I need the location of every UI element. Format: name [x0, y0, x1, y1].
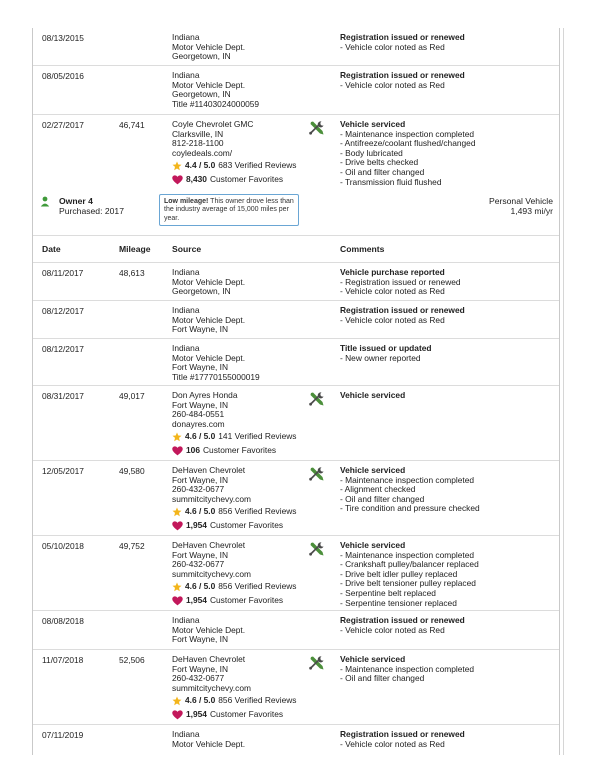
comment-title: Registration issued or renewed: [340, 70, 465, 80]
row-mileage: 52,506: [119, 655, 145, 665]
source-line: 260-432-0677: [172, 484, 225, 495]
source-line: Georgetown, IN: [172, 286, 231, 297]
table-row: [33, 650, 559, 725]
wrench-screwdriver-icon: [309, 541, 325, 557]
comment-title: Vehicle serviced: [340, 390, 406, 400]
owner-mileage-rate: 1,493 mi/yr: [510, 206, 553, 216]
star-icon: [172, 161, 182, 171]
comment-item: - Oil and filter changed: [340, 166, 425, 177]
table-row: [33, 461, 559, 536]
table-row: [33, 263, 559, 301]
row-comments: [340, 71, 555, 90]
rating-value: 4.4 / 5.0: [185, 160, 216, 171]
comment-title: Vehicle serviced: [340, 654, 406, 664]
service-icon-wrap: [309, 120, 327, 136]
comment-item: - Oil and filter changed: [340, 673, 425, 684]
source-line: Title #17770155000019: [172, 371, 260, 382]
comment-item: - Serpentine belt replaced: [340, 587, 436, 598]
source-favorites[interactable]: [172, 174, 297, 185]
verified-reviews-link[interactable]: 856 Verified Reviews: [218, 506, 297, 517]
comment-item: - New owner reported: [340, 352, 421, 363]
comment-item: - Vehicle color noted as Red: [340, 624, 445, 635]
row-date: 07/11/2019: [42, 730, 84, 740]
comment-title: Registration issued or renewed: [340, 615, 465, 625]
row-comments: [340, 33, 555, 52]
source-website-link[interactable]: summitcitychevy.com: [172, 682, 251, 693]
row-mileage: 48,613: [119, 268, 145, 278]
table-row: [33, 536, 559, 611]
heart-icon: [172, 521, 183, 531]
verified-reviews-link[interactable]: 683 Verified Reviews: [218, 160, 297, 171]
source-line: Fort Wayne, IN: [172, 399, 228, 410]
row-comments: [340, 344, 555, 363]
row-date: 08/08/2018: [42, 616, 84, 626]
source-line: Motor Vehicle Dept.: [172, 738, 246, 749]
row-source: [172, 616, 297, 645]
source-line: Clarksville, IN: [172, 128, 224, 139]
vehicle-type: Personal Vehicle: [488, 196, 553, 206]
service-icon-wrap: [309, 655, 327, 671]
person-icon: [40, 196, 50, 207]
table-row: [33, 66, 559, 115]
comment-item: - Vehicle color noted as Red: [340, 79, 445, 90]
source-rating[interactable]: [172, 431, 297, 442]
favorites-label: Customer Favorites: [209, 595, 284, 606]
row-comments: [340, 541, 555, 608]
heart-icon: [172, 710, 183, 720]
heart-icon: [172, 596, 183, 606]
row-comments: [340, 616, 555, 635]
source-website-link[interactable]: summitcitychevy.com: [172, 568, 251, 579]
source-line: Indiana: [172, 729, 200, 739]
source-line: Indiana: [172, 267, 200, 277]
source-favorites[interactable]: [172, 445, 297, 456]
column-header-date: Date: [42, 244, 61, 254]
source-rating[interactable]: [172, 695, 297, 706]
row-comments: [340, 391, 555, 401]
table-row: [33, 725, 559, 755]
source-line: Motor Vehicle Dept.: [172, 314, 246, 325]
comment-item: - Transmission fluid flushed: [340, 176, 442, 187]
heart-icon: [172, 175, 183, 185]
source-favorites[interactable]: [172, 520, 297, 531]
comment-item: - Drive belts checked: [340, 157, 419, 168]
row-mileage: 49,752: [119, 541, 145, 551]
source-favorites[interactable]: [172, 595, 297, 606]
row-source: [172, 71, 297, 109]
row-date: 08/31/2017: [42, 391, 84, 401]
comment-title: Vehicle purchase reported: [340, 267, 445, 277]
rating-value: 4.6 / 5.0: [185, 431, 216, 442]
low-mileage-text: This owner drove less than the industry average of 15,000 miles per year.: [164, 198, 294, 222]
row-date: 08/12/2017: [42, 344, 84, 354]
table-row: [33, 301, 559, 339]
row-date: 02/27/2017: [42, 120, 84, 130]
comment-item: - Vehicle color noted as Red: [340, 738, 445, 749]
row-source: [172, 344, 297, 382]
comment-item: - Alignment checked: [340, 484, 416, 495]
rating-value: 4.6 / 5.0: [185, 581, 216, 592]
favorites-count: 1,954: [186, 520, 207, 531]
table-row: [33, 115, 559, 191]
wrench-screwdriver-icon: [309, 466, 325, 482]
source-rating[interactable]: [172, 506, 297, 517]
favorites-label: Customer Favorites: [209, 174, 284, 185]
comment-title: Registration issued or renewed: [340, 32, 465, 42]
row-date: 08/11/2017: [42, 268, 84, 278]
comment-item: - Drive belt tensioner pulley replaced: [340, 578, 476, 589]
row-source: [172, 466, 297, 531]
comment-item: - Maintenance inspection completed: [340, 549, 475, 560]
source-line: Fort Wayne, IN: [172, 663, 228, 674]
favorites-label: Customer Favorites: [209, 709, 284, 720]
source-line: Coyle Chevrolet GMC: [172, 119, 254, 129]
comment-item: - Antifreeze/coolant flushed/changed: [340, 138, 476, 149]
comment-item: - Vehicle color noted as Red: [340, 314, 445, 325]
comment-title: Vehicle serviced: [340, 465, 406, 475]
source-line: Fort Wayne, IN: [172, 634, 228, 645]
source-rating[interactable]: [172, 160, 297, 171]
row-source: [172, 730, 297, 749]
source-rating[interactable]: [172, 581, 297, 592]
verified-reviews-link[interactable]: 141 Verified Reviews: [218, 431, 297, 442]
row-comments: [340, 268, 555, 297]
row-source: [172, 120, 297, 185]
source-favorites[interactable]: [172, 709, 297, 720]
row-mileage: 46,741: [119, 120, 145, 130]
comment-title: Vehicle serviced: [340, 119, 406, 129]
source-line: 260-432-0677: [172, 673, 225, 684]
row-source: [172, 655, 297, 720]
table-header-row: [33, 236, 559, 263]
source-line: Indiana: [172, 615, 200, 625]
source-line: Fort Wayne, IN: [172, 549, 228, 560]
source-line: Motor Vehicle Dept.: [172, 624, 246, 635]
row-source: [172, 541, 297, 606]
rating-value: 4.6 / 5.0: [185, 695, 216, 706]
row-source: [172, 33, 297, 62]
comment-item: - Crankshaft pulley/balancer replaced: [340, 559, 479, 570]
comment-item: - Maintenance inspection completed: [340, 663, 475, 674]
table-row: [33, 611, 559, 650]
comment-item: - Serpentine tensioner replaced: [340, 597, 457, 608]
source-line: DeHaven Chevrolet: [172, 540, 246, 550]
source-line: Motor Vehicle Dept.: [172, 79, 246, 90]
source-website-link[interactable]: summitcitychevy.com: [172, 493, 251, 504]
column-header-comments: Comments: [340, 244, 385, 254]
low-mileage-label: Low mileage!: [164, 198, 209, 205]
row-mileage: 49,017: [119, 391, 145, 401]
owner-purchased: Purchased: 2017: [59, 206, 124, 216]
comment-item: - Body lubricated: [340, 147, 403, 158]
source-website-link[interactable]: coyledeals.com/: [172, 147, 233, 158]
verified-reviews-link[interactable]: 856 Verified Reviews: [218, 581, 297, 592]
heart-icon: [172, 446, 183, 456]
row-comments: [340, 655, 555, 684]
star-icon: [172, 582, 182, 592]
source-line: Indiana: [172, 343, 200, 353]
star-icon: [172, 507, 182, 517]
source-line: 260-484-0551: [172, 409, 225, 420]
favorites-count: 8,430: [186, 174, 207, 185]
source-line: Motor Vehicle Dept.: [172, 276, 246, 287]
owner-4-history-table: [32, 190, 560, 755]
comment-item: - Maintenance inspection completed: [340, 474, 475, 485]
source-line: Don Ayres Honda: [172, 390, 238, 400]
comment-item: - Vehicle color noted as Red: [340, 286, 445, 297]
comment-item: - Tire condition and pressure checked: [340, 503, 480, 514]
service-icon-wrap: [309, 541, 327, 557]
rating-value: 4.6 / 5.0: [185, 506, 216, 517]
row-mileage: 49,580: [119, 466, 145, 476]
table-row: [33, 28, 559, 66]
row-date: 12/05/2017: [42, 466, 84, 476]
row-comments: [340, 466, 555, 514]
row-source: [172, 268, 297, 297]
comment-item: - Drive belt idler pulley replaced: [340, 568, 458, 579]
source-line: 812-218-1100: [172, 138, 224, 149]
service-icon-wrap: [309, 466, 327, 482]
source-line: Indiana: [172, 32, 200, 42]
favorites-label: Customer Favorites: [209, 520, 284, 531]
favorites-count: 1,954: [186, 595, 207, 606]
row-comments: [340, 120, 555, 187]
source-line: 260-432-0677: [172, 559, 225, 570]
table-row: [33, 386, 559, 461]
column-header-source: Source: [172, 244, 202, 254]
comment-item: - Registration issued or renewed: [340, 276, 461, 287]
row-comments: [340, 306, 555, 325]
row-date: 08/13/2015: [42, 33, 84, 43]
favorites-label: Customer Favorites: [202, 445, 277, 456]
row-source: [172, 306, 297, 335]
verified-reviews-link[interactable]: 856 Verified Reviews: [218, 695, 297, 706]
source-line: Georgetown, IN: [172, 51, 231, 62]
comment-item: - Vehicle color noted as Red: [340, 41, 445, 52]
comment-title: Registration issued or renewed: [340, 305, 465, 315]
star-icon: [172, 432, 182, 442]
low-mileage-callout: [159, 194, 299, 226]
comment-title: Vehicle serviced: [340, 540, 406, 550]
wrench-screwdriver-icon: [309, 391, 325, 407]
column-header-mileage: Mileage: [119, 244, 151, 254]
row-comments: [340, 730, 555, 749]
star-icon: [172, 696, 182, 706]
source-line: Indiana: [172, 305, 200, 315]
comment-item: - Oil and filter changed: [340, 493, 425, 504]
wrench-screwdriver-icon: [309, 655, 325, 671]
wrench-screwdriver-icon: [309, 120, 325, 136]
favorites-count: 1,954: [186, 709, 207, 720]
row-date: 11/07/2018: [42, 655, 84, 665]
source-line: Fort Wayne, IN: [172, 324, 228, 335]
row-source: [172, 391, 297, 456]
source-line: Motor Vehicle Dept.: [172, 41, 246, 52]
service-icon-wrap: [309, 391, 327, 407]
source-line: Indiana: [172, 70, 200, 80]
owner-3-history-table: [32, 28, 560, 191]
favorites-count: 106: [186, 445, 200, 456]
table-row: [33, 339, 559, 386]
source-line: Fort Wayne, IN: [172, 362, 228, 373]
source-website-link[interactable]: donayres.com: [172, 418, 225, 429]
source-line: Fort Wayne, IN: [172, 474, 228, 485]
owner-header: [33, 190, 559, 236]
source-line: Title #11403024000059: [172, 98, 260, 109]
owner-title: Owner 4: [59, 196, 93, 206]
source-line: DeHaven Chevrolet: [172, 654, 246, 664]
source-line: Motor Vehicle Dept.: [172, 352, 246, 363]
comment-item: - Maintenance inspection completed: [340, 128, 475, 139]
row-date: 08/05/2016: [42, 71, 84, 81]
comment-title: Registration issued or renewed: [340, 729, 465, 739]
source-line: Georgetown, IN: [172, 89, 231, 100]
row-date: 05/10/2018: [42, 541, 84, 551]
comment-title: Title issued or updated: [340, 343, 432, 353]
source-line: DeHaven Chevrolet: [172, 465, 246, 475]
row-date: 08/12/2017: [42, 306, 84, 316]
